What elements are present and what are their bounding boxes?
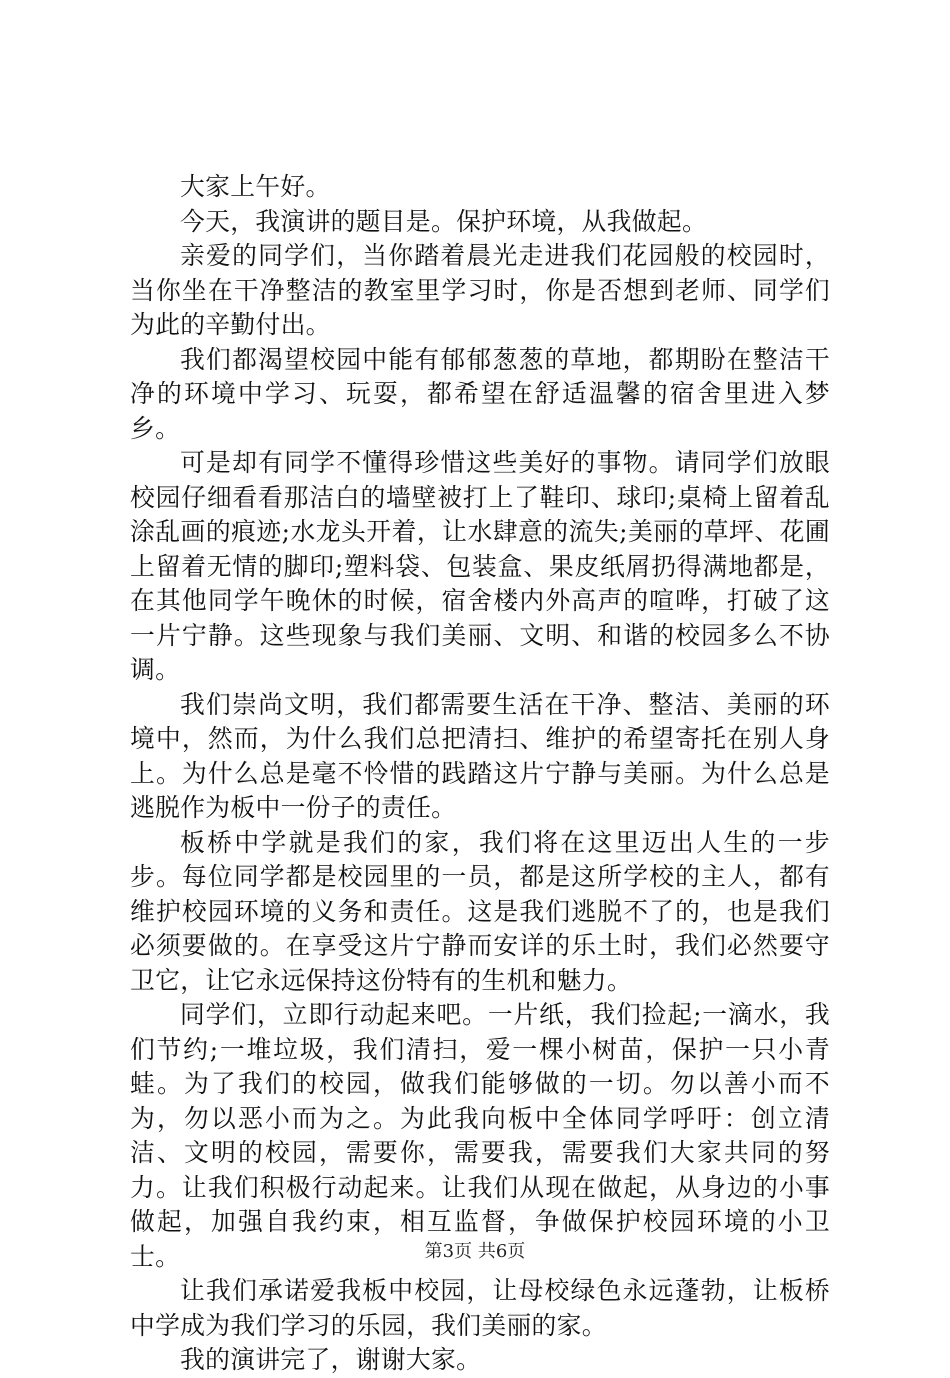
page-number-footer: 第3页 共6页 [424,1241,526,1262]
paragraph-problems: 可是却有同学不懂得珍惜这些美好的事物。请同学们放眼校园仔细看看那洁白的墙壁被打上了鞋印、球印;桌椅上留着乱涂乱画的痕迹;水龙头开着，让水肆意的流失;美丽的草坪、花圃上留着无情的脚印;塑料袋、包装盒、果皮纸屑扔得满地都是，在其他同学午晚休的时候，宿舍楼内外高声的喧哗，打破了这一片宁静。这些现象与我们美丽、文明、和谐的校园多么不协调。 [130,448,830,684]
paragraph-closing: 我的演讲完了，谢谢大家。 [180,1345,482,1374]
paragraph-our-home: 板桥中学就是我们的家，我们将在这里迈出人生的一步步。每位同学都是校园里的一员，都是这所学校的主人，都有维护校园环境的义务和责任。这是我们逃脱不了的，也是我们必须要做的。在享受这片宁静而安详的乐土时，我们必然要守卫它，让它永远保持这份特有的生机和魅力。 [130,827,830,995]
paragraph-greeting: 大家上午好。 [180,172,331,201]
speech-body [130,170,830,1378]
paragraph-promise: 让我们承诺爱我板中校园，让母校绿色永远蓬勃，让板桥中学成为我们学习的乐园，我们美丽的家。 [130,1276,830,1340]
paragraph-campus-intro: 亲爱的同学们，当你踏着晨光走进我们花园般的校园时，当你坐在干净整洁的教室里学习时，你是否想到老师、同学们为此的辛勤付出。 [130,241,830,339]
paragraph-call-to-action: 同学们，立即行动起来吧。一片纸，我们捡起;一滴水，我们节约;一堆垃圾，我们清扫，爱一棵小树苗，保护一只小青蛙。为了我们的校园，做我们能够做的一切。勿以善小而不为，勿以恶小而为之。为此我向板中全体同学呼吁：创立清洁、文明的校园，需要你，需要我，需要我们大家共同的努力。让我们积极行动起来。让我们从现在做起，从身边的小事做起，加强自我约束，相互监督，争做保护校园环境的小卫士。 [130,1000,830,1271]
paragraph-topic: 今天，我演讲的题目是。保护环境，从我做起。 [180,206,708,236]
paragraph-civilization: 我们崇尚文明，我们都需要生活在干净、整洁、美丽的环境中，然而，为什么我们总把清扫、维护的希望寄托在别人身上。为什么总是毫不怜惜的践踏这片宁静与美丽。为什么总是逃脱作为板中一份子的责任。 [130,689,830,822]
paragraph-wishes: 我们都渴望校园中能有郁郁葱葱的草地，都期盼在整洁干净的环境中学习、玩耍，都希望在舒适温馨的宿舍里进入梦乡。 [130,344,830,443]
